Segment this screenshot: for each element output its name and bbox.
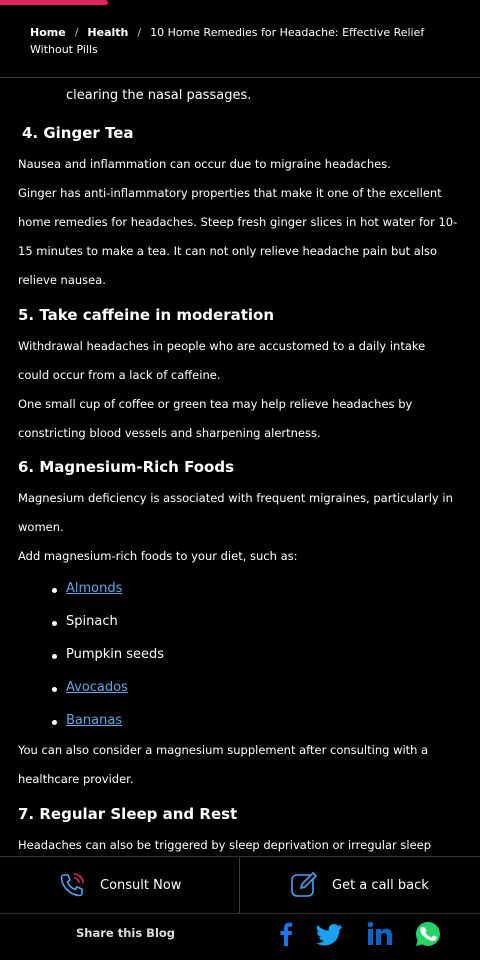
breadcrumb-current: 10 Home Remedies for Headache: Effective Relief Without Pills <box>30 26 425 56</box>
section-heading-ginger-tea: 4. Ginger Tea <box>22 124 134 142</box>
list-item-pumpkin-seeds: Pumpkin seeds <box>66 647 165 662</box>
reading-progress-bar <box>0 0 108 5</box>
section-heading-caffeine: 5. Take caffeine in moderation <box>18 306 275 324</box>
linkedin-icon[interactable] <box>366 920 394 948</box>
edit-form-icon <box>290 871 318 899</box>
cta-divider <box>239 857 240 913</box>
header-bar <box>0 0 480 78</box>
twitter-icon[interactable] <box>316 920 344 948</box>
list-item-spinach: Spinach <box>66 614 118 629</box>
phone-call-icon <box>58 871 86 899</box>
list-item-bananas-link[interactable]: Bananas <box>66 713 123 728</box>
paragraph: Ginger has anti-inflammatory properties that make it one of the excellent home remedies for headaches. Steep fresh ginger slices in hot water for 10-15 minutes to make a tea. It can not only relieve headache pain but also relieve nausea. <box>18 186 458 287</box>
paragraph: You can also consider a magnesium supplement after consulting with a healthcare provider. <box>18 743 429 786</box>
share-label: Share this Blog <box>76 926 176 940</box>
facebook-icon[interactable] <box>272 920 300 948</box>
section-heading-magnesium: 6. Magnesium-Rich Foods <box>18 458 234 476</box>
breadcrumb-home[interactable]: Home <box>30 26 66 39</box>
cta-row <box>0 856 480 914</box>
paragraph: Nausea and inflammation can occur due to migraine headaches. <box>18 157 391 171</box>
breadcrumb-health[interactable]: Health <box>87 26 129 39</box>
list-item-almonds-link[interactable]: Almonds <box>66 581 123 596</box>
consult-now-button[interactable] <box>58 857 181 913</box>
whatsapp-icon[interactable] <box>414 920 442 948</box>
breadcrumb-separator: / <box>74 26 79 39</box>
consult-now-label: Consult Now <box>100 877 182 893</box>
paragraph: Withdrawal headaches in people who are accustomed to a daily intake could occur from a lack of caffeine. <box>18 339 426 382</box>
paragraph: Headaches can also be triggered by sleep deprivation or irregular sleep <box>18 838 432 852</box>
paragraph: Magnesium deficiency is associated with frequent migraines, particularly in women. <box>18 491 453 534</box>
section-heading-sleep: 7. Regular Sleep and Rest <box>18 805 238 823</box>
list-item-continuation: clearing the nasal passages. <box>66 88 252 103</box>
get-call-back-button[interactable] <box>290 857 429 913</box>
get-call-back-label: Get a call back <box>332 877 429 893</box>
list-item-avocados-link[interactable]: Avocados <box>66 680 128 695</box>
sticky-footer <box>0 856 480 960</box>
paragraph: One small cup of coffee or green tea may help relieve headaches by constricting blood vessels and sharpening alertness. <box>18 397 413 440</box>
breadcrumb <box>30 24 440 58</box>
paragraph: Add magnesium-rich foods to your diet, such as: <box>18 549 298 563</box>
breadcrumb-separator: / <box>137 26 142 39</box>
